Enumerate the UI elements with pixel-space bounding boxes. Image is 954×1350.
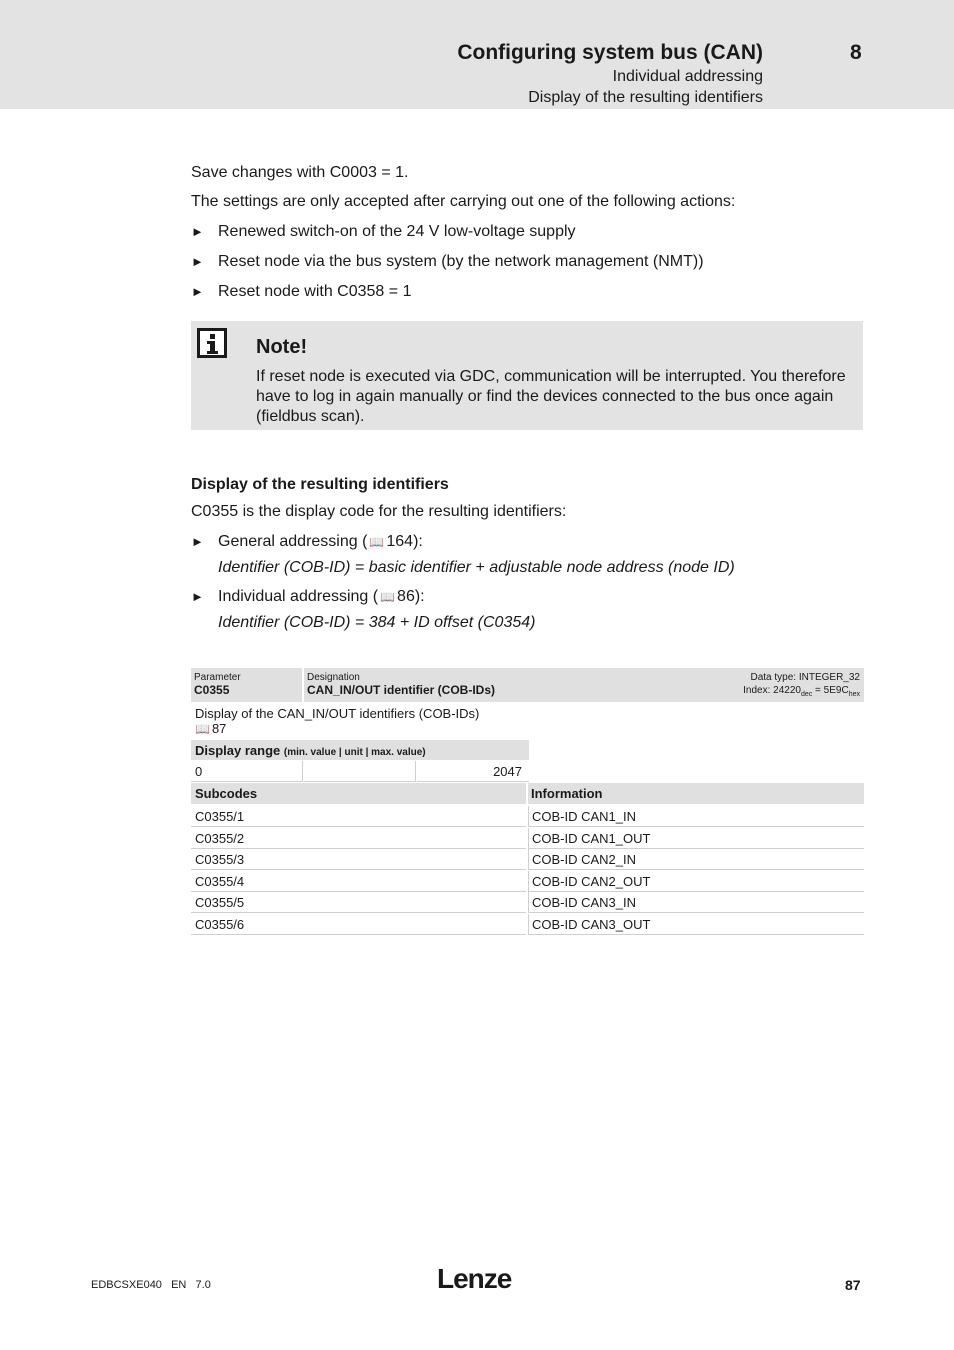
formula-text: Identifier (COB-ID) = 384 + ID offset (C0354)	[218, 614, 536, 631]
designation-value: CAN_IN/OUT identifier (COB-IDs)	[307, 683, 496, 697]
subcode-cell: C0355/3	[191, 849, 526, 870]
bullet-item	[191, 588, 425, 606]
parameter-header-cell	[191, 668, 302, 702]
bullet-text: Individual addressing (	[218, 588, 379, 605]
bullet-item	[191, 253, 704, 271]
parameter-label: Parameter	[194, 672, 241, 683]
bullet-item	[191, 283, 411, 301]
bullet-text: General addressing (	[218, 533, 368, 550]
page-number: 87	[845, 1277, 861, 1293]
bullet-arrow-icon: ►	[191, 589, 204, 604]
bullet-arrow-icon: ►	[191, 534, 204, 549]
data-type: Data type: INTEGER_32	[750, 672, 860, 683]
bullet-arrow-icon: ►	[191, 224, 204, 239]
subcode-cell: C0355/4	[191, 871, 526, 892]
bullet-text: Renewed switch-on of the 24 V low-voltage supply	[218, 223, 576, 240]
information-cell: COB-ID CAN1_OUT	[528, 828, 864, 849]
description-text: Display of the CAN_IN/OUT identifiers (COB-IDs)	[195, 706, 480, 721]
subcode-cell: C0355/1	[191, 806, 526, 827]
page-reference[interactable]: 87	[211, 721, 227, 736]
book-reference-icon: 📖	[380, 590, 396, 604]
bullet-suffix: ):	[413, 533, 423, 550]
header-subtitle-1: Individual addressing	[612, 68, 763, 85]
bullet-item	[191, 223, 576, 241]
designation-label: Designation	[307, 672, 360, 683]
info-icon	[197, 328, 227, 358]
bullet-text: Reset node via the bus system (by the network management (NMT))	[218, 253, 704, 270]
bullet-arrow-icon: ►	[191, 254, 204, 269]
designation-header-cell	[304, 668, 864, 702]
chapter-title: Configuring system bus (CAN)	[457, 41, 763, 64]
range-min-cell: 0	[191, 761, 303, 782]
information-cell: COB-ID CAN3_OUT	[528, 914, 864, 935]
bullet-item	[191, 533, 423, 551]
note-text: If reset node is executed via GDC, communication will be interrupted. You therefore have to log in again manually or find the devices connected to the bus once again (fieldbus scan).	[256, 368, 846, 425]
header-subtitle-2: Display of the resulting identifiers	[528, 89, 763, 106]
document-id: EDBCSXE040 EN 7.0	[91, 1279, 211, 1291]
index-value: Index: $24220_{dec} = 5E9C_{hex}$	[743, 685, 860, 698]
description-cell	[191, 704, 531, 738]
range-label: Display range	[195, 743, 281, 758]
information-cell: COB-ID CAN2_OUT	[528, 871, 864, 892]
range-unit-cell	[304, 761, 416, 782]
information-cell: COB-ID CAN3_IN	[528, 892, 864, 913]
information-cell: COB-ID CAN1_IN	[528, 806, 864, 827]
subcode-cell: C0355/5	[191, 892, 526, 913]
page-reference[interactable]: 86	[397, 588, 415, 605]
parameter-code: C0355	[194, 683, 230, 697]
note-box	[191, 321, 863, 430]
bullet-text: Reset node with C0358 = 1	[218, 283, 412, 300]
range-hint: (min. value | unit | max. value)	[283, 747, 426, 758]
formula-text: Identifier (COB-ID) = basic identifier + adjustable node address (node ID)	[218, 559, 735, 576]
bullet-arrow-icon: ►	[191, 284, 204, 299]
display-range-header	[191, 740, 529, 760]
page-reference[interactable]: 164	[386, 533, 414, 550]
chapter-number: 8	[850, 41, 862, 64]
section-intro: C0355 is the display code for the resulting identifiers:	[191, 503, 567, 520]
intro-line-2: The settings are only accepted after carrying out one of the following actions:	[191, 193, 736, 210]
subcode-cell: C0355/2	[191, 828, 526, 849]
book-reference-icon: 📖	[195, 722, 210, 736]
subcodes-header: Subcodes	[191, 783, 526, 804]
information-header: Information	[528, 783, 864, 804]
lenze-logo: Lenze	[437, 1263, 512, 1294]
intro-line-1: Save changes with C0003 = 1.	[191, 164, 409, 181]
subcode-cell: C0355/6	[191, 914, 526, 935]
note-title: Note!	[256, 336, 308, 358]
book-reference-icon: 📖	[369, 535, 385, 549]
information-cell: COB-ID CAN2_IN	[528, 849, 864, 870]
section-heading: Display of the resulting identifiers	[191, 476, 449, 493]
bullet-suffix: ):	[414, 588, 425, 605]
range-max-cell: 2047	[417, 761, 529, 782]
